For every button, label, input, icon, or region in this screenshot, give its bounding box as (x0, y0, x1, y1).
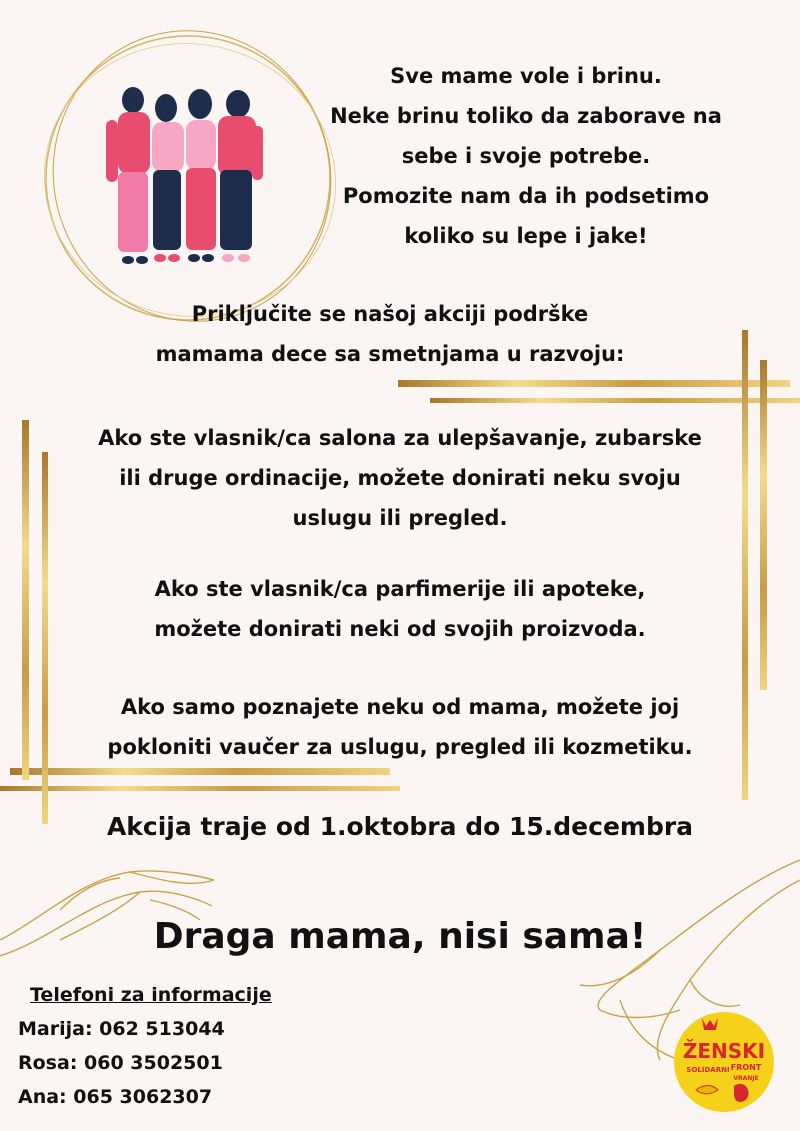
call-to-action (110, 294, 670, 374)
logo-city-text: VRANJE (733, 1075, 759, 1082)
logo-main-text: ŽENSKI (682, 1039, 766, 1063)
intro-line: Sve mame vole i brinu. (390, 64, 662, 88)
contact-item: Rosa: 060 3502501 (18, 1052, 223, 1074)
paragraph-line: pokloniti vaučer za uslugu, pregled ili kozmetiku. (107, 735, 693, 759)
intro-line: koliko su lepe i jake! (404, 224, 648, 248)
call-to-action-line: Priključite se našoj akciji podrške (191, 302, 589, 326)
paragraph-line: Ako ste vlasnik/ca salona za ulepšavanje, zubarske (98, 426, 702, 450)
call-to-action-line: mamama dece sa smetnjama u razvoju: (155, 342, 625, 366)
contact-item: Marija: 062 513044 (18, 1018, 225, 1040)
contacts-heading: Telefoni za informacije (30, 984, 272, 1006)
intro-line: Neke brinu toliko da zaborave na (330, 104, 722, 128)
paragraph-voucher (20, 687, 780, 767)
intro-line: sebe i svoje potrebe. (401, 144, 651, 168)
paragraph-pharmacy (20, 569, 780, 649)
campaign-dates: Akcija traje od 1.oktobra do 15.decembra (106, 812, 694, 841)
slogan: Draga mama, nisi sama! (153, 916, 647, 957)
logo-sub-text-left: SOLIDARNI (686, 1066, 730, 1074)
paragraph-line: Ako samo poznajete neku od mama, možete joj (120, 695, 680, 719)
intro-text (296, 56, 756, 256)
paragraph-line: uslugu ili pregled. (292, 506, 508, 530)
paragraph-line: možete donirati neki od svojih proizvoda. (154, 617, 646, 641)
women-group-illustration-icon (106, 87, 263, 264)
logo-sub-text-right: FRONT (730, 1063, 762, 1072)
intro-line: Pomozite nam da ih podsetimo (342, 184, 710, 208)
contact-item: Ana: 065 3062307 (18, 1086, 213, 1108)
paragraph-line: Ako ste vlasnik/ca parfimerije ili apoteke, (154, 577, 646, 601)
zenski-front-logo-icon (672, 1010, 776, 1114)
paragraph-line: ili druge ordinacije, možete donirati neku svoju (119, 466, 681, 490)
paragraph-salon (20, 418, 780, 538)
